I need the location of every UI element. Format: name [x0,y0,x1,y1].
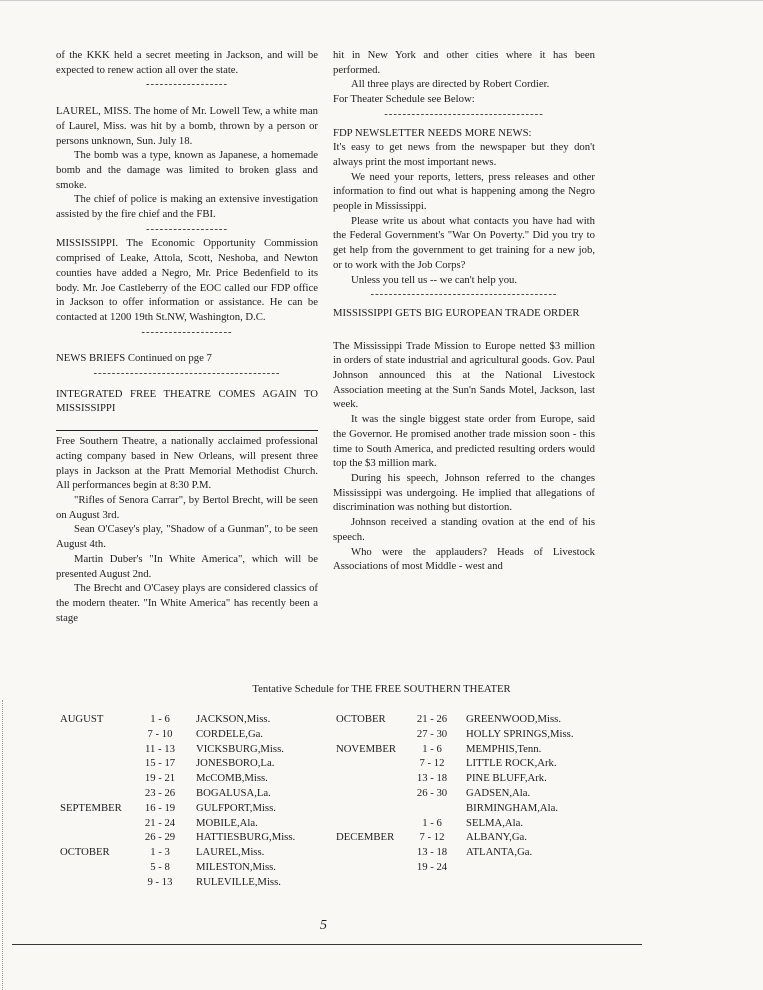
schedule-right-table [336,712,606,912]
theatre-paragraph: Free Southern Theatre, a nationally acclaimed professional acting company based in New Orleans, will present three plays in Jackson at the Pratt Memorial Methodist Church. All performances begin at 8:30 P.M. [56,435,318,492]
separator: ------------------ [145,78,229,91]
schedule-city: ALBANY,Ga. [466,831,527,844]
schedule-dates: 23 - 26 [144,787,176,799]
schedule-dates: 7 - 12 [419,757,445,770]
schedule-dates: 26 - 30 [416,787,448,799]
headline-rule [56,430,318,431]
schedule-reference: For Theater Schedule see Below: [333,93,475,106]
schedule-title: Tentative Schedule for THE FREE SOUTHERN THEATER [252,683,511,695]
trade-order-paragraph: It was the single biggest state order from Europe, said the Governor. He promised another trade mission soon - this time to South America, and predicted resulting orders would top the $3 million mark. [333,413,595,470]
fdp-closing-paragraph: Unless you tell us -- we can't help you. [351,273,518,286]
schedule-city: HOLLY SPRINGS,Miss. [466,727,574,740]
schedule-dates: 1 - 6 [150,713,170,725]
schedule-city: MEMPHIS,Tenn. [466,742,542,755]
schedule-city: RULEVILLE,Miss. [196,875,281,888]
schedule-dates: 26 - 29 [144,831,176,844]
schedule-city: GREENWOOD,Miss. [466,713,561,725]
schedule-city: GADSEN,Ala. [466,787,531,799]
schedule-dates: 13 - 18 [416,846,448,859]
bottom-rule [12,944,642,945]
laurel-police-paragraph: The chief of police is making an extensive investigation assisted by the fire chief and the FBI. [56,193,318,221]
schedule-dates: 7 - 12 [419,831,445,844]
trade-applauders-paragraph: Who were the applauders? Heads of Livestock Associations of most Middle - west and [333,545,595,573]
schedule-dates: 13 - 18 [416,772,448,785]
theatre-headline: INTEGRATED FREE THEATRE COMES AGAIN TO MISSISSIPPI [56,387,318,415]
schedule-month: NOVEMBER [336,742,396,755]
separator: ----------------------------------- [384,107,544,120]
separator: ----------------------------------------- [370,288,558,301]
theatre-brecht-paragraph: "Rifles of Senora Carrar", by Bertol Brecht, will be seen on August 3rd. [56,493,318,521]
eoc-paragraph: MISSISSIPPI. The Economic Opportunity Commission comprised of Leake, Attola, Scott, Neshoba, and Newton counties have added a Negro, Mr. Price Bedenfield to its body. Mr. Joe Castleberry of the EOC called our FDP office in Jackson to offer information or assistance. He can be contacted at 1200 19th St.NW, Washington, D.C. [56,237,318,323]
fdp-reports-paragraph: We need your reports, letters, press releases and other information to find out what is happening among the Negro people in Mississippi. [333,170,595,213]
kkk-paragraph: of the KKK held a secret meeting in Jackson, and will be expected to renew action all over the state. [56,49,318,76]
separator: ----------------------------------------- [93,367,281,380]
schedule-dates: 1 - 6 [422,816,442,829]
schedule-city: LAUREL,Miss. [196,846,265,859]
trade-headline: MISSISSIPPI GETS BIG EUROPEAN TRADE ORDER [333,306,580,319]
schedule-city: HATTIESBURG,Miss. [196,831,296,844]
schedule-month: SEPTEMBER [60,801,122,814]
theatre-duber-paragraph: Martin Duber's "In White America", which will be presented August 2nd. [56,552,318,580]
fdp-poverty-paragraph: Please write us about what contacts you have had with the Federal Government's "War On Poverty." Did you try to get help from the government to get training for a new job, or to work with the Job Corps? [333,214,595,271]
laurel-paragraph: LAUREL, MISS. The home of Mr. Lowell Tew, a white man of Laurel, Miss. was hit by a bomb, thrown by a person or persons unknown, Sun. July 18. [56,105,318,147]
fdp-paragraph: It's easy to get news from the newspaper but they don't always print the most important news. [333,141,595,168]
news-briefs-note: NEWS BRIEFS Continued on pge 7 [56,352,212,365]
schedule-dates: 5 - 8 [150,861,170,873]
left-margin-mark [2,700,3,990]
schedule-city: CORDELE,Ga. [196,727,264,740]
schedule-dates: 15 - 17 [144,757,176,770]
left-column [56,48,318,625]
schedule-left-table [60,712,330,922]
schedule-city: JACKSON,Miss. [196,713,271,725]
laurel-bomb-paragraph: The bomb was a type, known as Japanese, a homemade bomb and the damage was limited to broken glass and smoke. [56,149,318,191]
schedule-month: DECEMBER [336,831,395,844]
schedule-city: BIRMINGHAM,Ala. [466,801,559,814]
page-top-edge [0,0,763,1]
schedule-dates: 19 - 21 [144,772,176,785]
schedule-city: PINE BLUFF,Ark. [466,772,547,785]
schedule-city: McCOMB,Miss. [196,772,268,785]
schedule-city: BOGALUSA,La. [196,787,271,799]
schedule-city: VICKSBURG,Miss. [196,742,284,755]
schedule-city: MOBILE,Ala. [196,816,258,829]
theatre-classics-paragraph: The Brecht and O'Casey plays are considered classics of the modern theater. "In White America" has recently been a stage [56,582,318,624]
schedule-month: OCTOBER [336,713,386,725]
schedule-city: ATLANTA,Ga. [466,846,533,859]
trade-ovation-paragraph: Johnson received a standing ovation at the end of his speech. [333,516,595,543]
schedule-dates: 19 - 24 [416,861,448,873]
schedule-dates: 7 - 10 [147,727,173,740]
fdp-headline: FDP NEWSLETTER NEEDS MORE NEWS: [333,126,532,139]
schedule-month: OCTOBER [60,846,110,859]
schedule-city: LITTLE ROCK,Ark. [466,757,557,770]
trade-paragraph: The Mississippi Trade Mission to Europe netted $3 million in orders of state industrial and agricultural goods. Gov. Paul Johnson announced this at the National Livestock Association meeting at the Sun'n Sands Motel, Jackson, last week. [333,339,595,411]
trade-speech-paragraph: During his speech, Johnson referred to the changes Mississippi was undergoing. He implied that allegations of discrimination was nothing but distortion. [333,471,595,514]
schedule-city: JONESBORO,La. [196,757,275,770]
directors-paragraph: All three plays are directed by Robert Cordier. [351,78,550,91]
theatre-continued: hit in New York and other cities where it has been performed. [333,49,595,76]
schedule-dates: 9 - 13 [147,875,173,888]
schedule-city: SELMA,Ala. [466,816,523,829]
schedule-city: GULFPORT,Miss. [196,801,276,814]
schedule-month: AUGUST [60,713,104,725]
schedule-city: MILESTON,Miss. [196,861,276,873]
separator: -------------------- [141,325,233,338]
schedule-dates: 1 - 6 [422,742,442,755]
schedule-dates: 11 - 13 [145,742,175,755]
separator: ------------------ [145,222,229,235]
schedule-dates: 21 - 26 [416,713,448,725]
schedule-dates: 1 - 3 [150,846,170,859]
page-number: 5 [320,918,327,933]
right-column [333,48,595,574]
schedule-dates: 27 - 30 [416,727,448,740]
theatre-ocasey-paragraph: Sean O'Casey's play, "Shadow of a Gunman", to be seen August 4th. [56,523,318,551]
schedule-dates: 16 - 19 [144,801,176,814]
schedule-dates: 21 - 24 [144,816,176,829]
